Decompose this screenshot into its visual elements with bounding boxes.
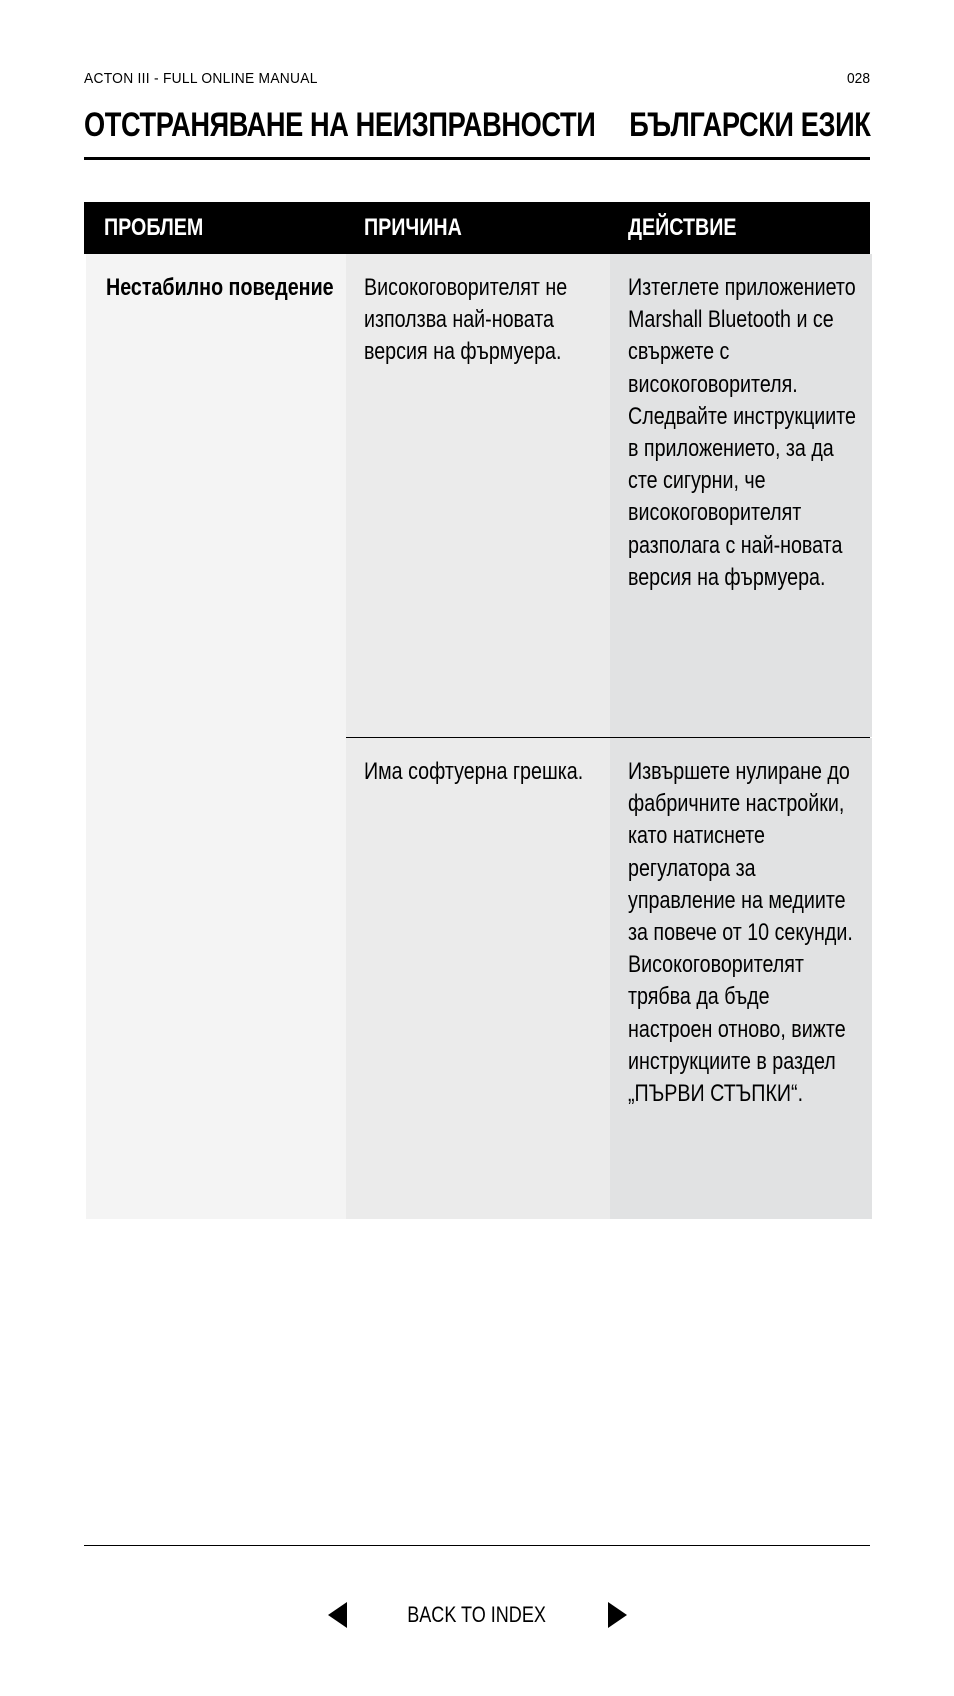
action-text: Изтеглете приложението Marshall Bluetooth и се свържете с високоговорителя. Следвайте инструкциите в приложението, за да сте сигурни, че високоговорителят разполага с най-новата версия на фърмуера. (628, 274, 856, 591)
triangle-right-icon[interactable] (608, 1602, 627, 1628)
footer-divider (84, 1545, 870, 1546)
language-title: БЪЛГАРСКИ ЕЗИК (628, 106, 870, 144)
table-row (346, 254, 870, 737)
footer-navigation (0, 1600, 954, 1630)
action-text: Извършете нулиране до фабричните настройки, като натиснете регулатора за управление на медиите за повече от 10 секунди. Високоговорителят трябва да бъде настроен отново, вижте инструкциите в раздел „ПЪРВИ СТЪПКИ“. (628, 758, 853, 1108)
column-header-cause: ПРИЧИНА (364, 214, 462, 241)
cause-text: Високоговорителят не използва най-новата версия на фърмуера. (364, 274, 568, 366)
manual-title: ACTON III - FULL ONLINE MANUAL (84, 70, 318, 87)
table-header (84, 202, 870, 254)
cause-text: Има софтуерна грешка. (364, 758, 584, 785)
action-cell (610, 738, 872, 1219)
problem-text: Нестабилно поведение (106, 274, 334, 301)
page-number: 028 (846, 70, 870, 87)
troubleshooting-table (84, 202, 870, 1219)
column-header-action: ДЕЙСТВИЕ (628, 214, 737, 241)
table-body (84, 254, 870, 1219)
cause-cell (346, 254, 610, 737)
table-row (346, 737, 870, 1219)
column-header-problem: ПРОБЛЕМ (104, 214, 204, 241)
section-title: ОТСТРАНЯВАНЕ НА НЕИЗПРАВНОСТИ (84, 106, 596, 144)
cause-action-rows (346, 254, 870, 1219)
problem-cell (86, 254, 346, 1219)
action-cell (610, 254, 872, 737)
cause-cell (346, 738, 610, 1219)
title-divider (84, 157, 870, 160)
back-to-index-link[interactable]: BACK TO INDEX (407, 1602, 547, 1627)
